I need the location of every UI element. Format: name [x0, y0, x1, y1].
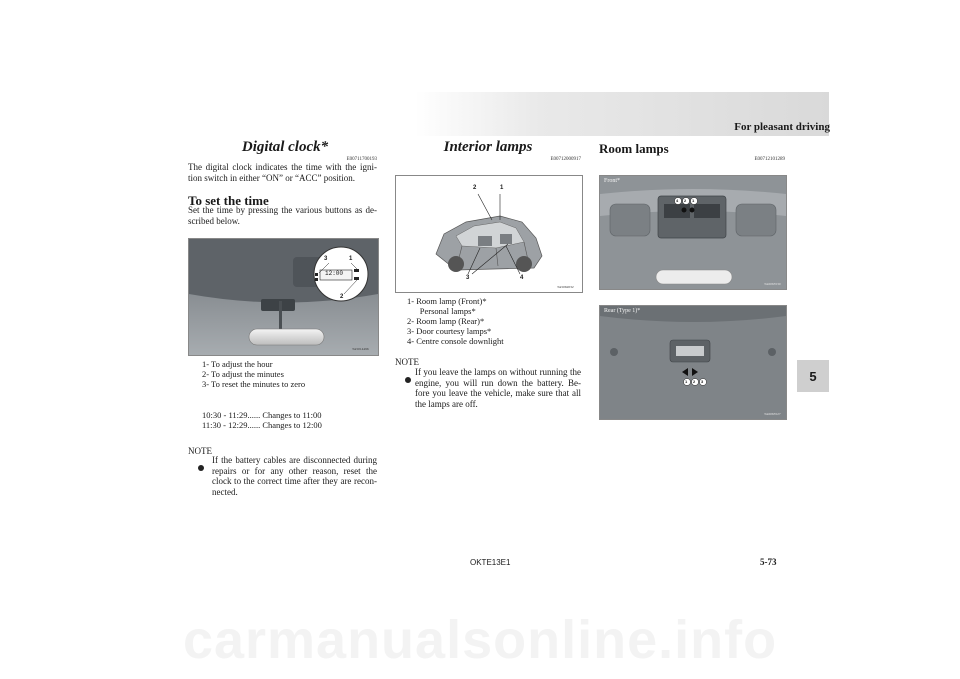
rear-callout-3: 3	[701, 379, 704, 384]
lamps-callout-2: 2	[473, 185, 477, 191]
digital-clock-title: Digital clock*	[241, 139, 329, 155]
section-title: For pleasant driving	[734, 121, 830, 133]
set-time-text: Set the time by pressing the various buttons as de-scribed below.	[188, 205, 377, 226]
lamps-note-bullet	[405, 370, 415, 388]
watermark: carmanualsonline.info	[182, 609, 778, 670]
lamps-callout-3: 3	[466, 275, 470, 281]
set-time-heading: To set the time	[188, 193, 269, 208]
clock-callout-1: 1	[349, 256, 353, 262]
footer-page-number: 5-73	[760, 557, 777, 567]
lamps-callout-4: 4	[520, 275, 524, 281]
room-lamps-code: E00712101289	[754, 157, 785, 162]
digital-clock-figure	[188, 238, 379, 356]
list-item: 1- To adjust the hour	[202, 359, 273, 369]
list-item: 2- To adjust the minutes	[202, 369, 284, 379]
clock-note-bullet	[198, 458, 208, 476]
interior-lamps-code: E00712000917	[550, 157, 581, 162]
rear-figure-code: TA6063527	[764, 412, 781, 416]
list-item: Personal lamps*	[407, 306, 476, 316]
lamps-note-label: NOTE	[395, 357, 419, 367]
room-lamp-rear-figure	[599, 305, 787, 420]
rear-callout-1: 1	[685, 379, 688, 384]
clock-examples	[202, 410, 322, 430]
rear-label: Rear (Type 1)*	[604, 308, 641, 314]
clock-note-text: If the battery cables are disconnected during repairs or for any other reason, reset the clock to the correct time after they are recon-nected.	[212, 455, 377, 497]
front-label: Front*	[604, 178, 621, 184]
rear-callout-2: 2	[693, 379, 696, 384]
list-item: 11:30 - 12:29...... Changes to 12:00	[202, 420, 322, 430]
lamps-note-text: If you leave the lamps on without running the engine, you will run down the battery. Be-fore you leave the vehicle, make sure that all the lamps are off.	[415, 367, 581, 409]
clock-note-label: NOTE	[188, 446, 212, 456]
rear-lamp-illustration	[600, 306, 786, 419]
list-item: 1- Room lamp (Front)*	[407, 296, 487, 306]
list-item: 3- To reset the minutes to zero	[202, 379, 306, 389]
digital-clock-figure-code: TA5014496	[352, 347, 369, 351]
interior-lamps-figure-code: TA5062032	[557, 285, 574, 289]
interior-lamps-list	[407, 296, 504, 346]
clock-button-list	[202, 359, 305, 389]
front-figure-code: TA6063530	[764, 282, 781, 286]
list-item: 3- Door courtesy lamps*	[407, 326, 492, 336]
interior-lamps-figure	[395, 175, 583, 293]
room-lamps-title: Room lamps	[599, 141, 669, 156]
digital-clock-code: E00711700193	[346, 157, 377, 162]
front-callout-2: 2	[684, 198, 687, 203]
room-lamp-front-figure	[599, 175, 787, 290]
lamps-callout-1: 1	[500, 185, 504, 191]
chapter-tab: 5	[797, 360, 829, 392]
clock-callout-3: 3	[324, 256, 328, 262]
clock-callout-2: 2	[340, 294, 344, 300]
interior-lamps-title: Interior lamps	[443, 139, 533, 155]
list-item: 10:30 - 11:29...... Changes to 11:00	[202, 410, 322, 420]
front-callout-4: 4	[676, 198, 679, 203]
car-cutaway-illustration	[396, 176, 582, 292]
footer-doc-code: OKTE13E1	[470, 558, 511, 567]
digital-clock-intro: The digital clock indicates the time with the igni-tion switch in either “ON” or “ACC” position.	[188, 162, 377, 183]
front-lamp-illustration	[600, 176, 786, 289]
front-callout-1: 1	[692, 198, 695, 203]
list-item: 4- Centre console downlight	[407, 336, 504, 346]
clock-display: 12:00	[325, 270, 344, 277]
list-item: 2- Room lamp (Rear)*	[407, 316, 485, 326]
